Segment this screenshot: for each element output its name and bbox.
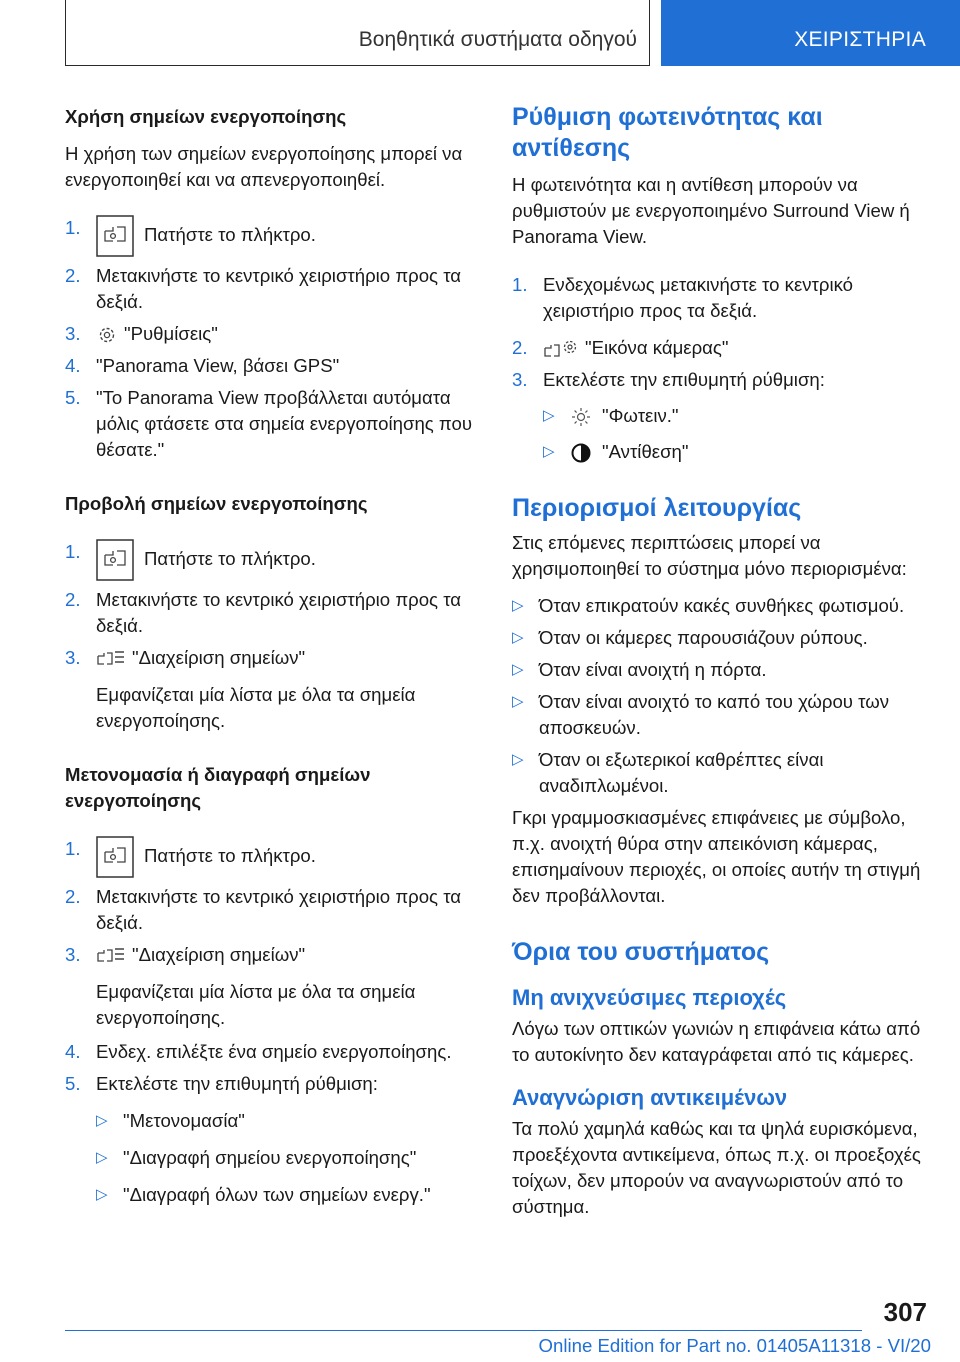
step-number: 2. [512, 337, 528, 358]
limit-text: Όταν οι κάμερες παρουσιάζουν ρύπους. [539, 627, 868, 648]
step-text: Εκτελέστε την επιθυμητή ρύθμιση: [543, 369, 825, 390]
heading-object-detection: Αναγνώριση αντικειμένων [512, 1085, 788, 1110]
contrast-icon [570, 442, 592, 464]
step-text: "Διαχείριση σημείων" [132, 944, 306, 965]
limit-item [512, 689, 927, 741]
paragraph: Η φωτεινότητα και η αντίθεση μπορούν να ρυθμιστούν με ενεργοποιημένο Surround View ή Panorama View. [512, 174, 910, 247]
heading-undetectable-areas: Μη ανιχνεύσιμες περιοχές [512, 985, 787, 1010]
step [65, 353, 477, 379]
heading-brightness-contrast: Ρύθμιση φωτεινότητας και αντίθεσης [512, 103, 823, 162]
camera-button-icon [96, 836, 134, 878]
header-section-tab [65, 0, 650, 66]
step-number: 2. [65, 886, 81, 907]
limit-item [512, 747, 927, 799]
left-column [65, 104, 477, 1208]
step-text: "Εικόνα κάμερας" [585, 337, 729, 358]
bullet-arrow-icon: ▷ [512, 661, 524, 678]
footer-rule [65, 1330, 862, 1331]
bullet-arrow-icon: ▷ [512, 629, 524, 646]
heading-system-limits: Όρια του συστήματος [512, 938, 770, 966]
camera-button-icon [96, 539, 134, 581]
section-title-view-points: Προβολή σημείων ενεργοποίησης [65, 493, 368, 514]
heading-limitations: Περιορισμοί λειτουργίας [512, 494, 802, 522]
section-title-rename-delete: Μετονομασία ή διαγραφή σημείων ενεργοποίησης [65, 764, 371, 811]
bullet-arrow-icon: ▷ [512, 597, 524, 614]
step-number: 1. [512, 274, 528, 295]
option-text: "Μετονομασία" [123, 1110, 245, 1131]
step-note: Εμφανίζεται μία λίστα με όλα τα σημεία ενεργοποίησης. [96, 684, 416, 731]
step-text: Μετακινήστε το κεντρικό χειριστήριο προς τα δεξιά. [96, 886, 462, 933]
step [65, 321, 477, 347]
bullet-arrow-icon: ▷ [512, 693, 524, 710]
option-item [512, 439, 927, 465]
limit-text: Όταν επικρατούν κακές συνθήκες φωτισμού. [539, 595, 905, 616]
limit-item [512, 625, 927, 651]
option-item [65, 1145, 477, 1171]
step-text: "Ρυθμίσεις" [124, 323, 218, 344]
sun-icon [570, 406, 592, 428]
paragraph: Στις επόμενες περιπτώσεις μπορεί να χρησιμοποιηθεί το σύστημα μόνο περιορισμένα: [512, 532, 907, 579]
step-text: Ενδεχομένως μετακινήστε το κεντρικό χειριστήριο προς τα δεξιά. [543, 274, 853, 321]
option-text: "Αντίθεση" [602, 441, 689, 462]
step-text: "Το Panorama View προβάλλεται αυτόματα μόλις φτάσετε στα σημεία ενεργοποίησης που θέσατε." [96, 387, 473, 460]
camera-button-icon [96, 215, 134, 257]
step [512, 335, 927, 361]
gear-icon [96, 324, 118, 346]
limit-item [512, 593, 927, 619]
option-item [65, 1182, 477, 1208]
step-number: 4. [65, 355, 81, 376]
bullet-arrow-icon: ▷ [543, 407, 555, 424]
bullet-arrow-icon: ▷ [512, 751, 524, 768]
header-chapter-title: ΧΕΙΡΙΣΤΗΡΙΑ [794, 28, 926, 51]
step [65, 836, 477, 878]
step-text: Πατήστε το πλήκτρο. [144, 844, 316, 866]
step-text: "Διαχείριση σημείων" [132, 647, 306, 668]
step [512, 272, 927, 324]
option-text: "Φωτειν." [602, 405, 679, 426]
section-title-use-points: Χρήση σημείων ενεργοποίησης [65, 106, 347, 127]
option-text: "Διαγραφή όλων των σημείων ενεργ." [123, 1184, 431, 1205]
paragraph: Η χρήση των σημείων ενεργοποίησης μπορεί να ενεργοποιηθεί και να απενεργοποιηθεί. [65, 143, 463, 190]
limit-text: Όταν οι εξωτερικοί καθρέπτες είναι αναδιπλωμένοι. [539, 749, 824, 796]
step-number: 1. [65, 541, 81, 562]
paragraph: Γκρι γραμμοσκιασμένες επιφάνειες με σύμβολο, π.χ. ανοιχτή θύρα στην απεικόνιση κάμερας, επισημαίνουν περιοχές, οι οποίες αυτήν τη στιγμή δεν προβάλλονται. [512, 807, 921, 906]
limit-text: Όταν είναι ανοιχτή η πόρτα. [539, 659, 767, 680]
camera-list-icon [96, 945, 126, 967]
step [65, 1039, 477, 1065]
step-text: Εκτελέστε την επιθυμητή ρύθμιση: [96, 1073, 378, 1094]
step [65, 884, 477, 936]
bullet-arrow-icon: ▷ [96, 1186, 108, 1203]
step-number: 3. [65, 944, 81, 965]
step [65, 539, 477, 581]
page-number: 307 [883, 1297, 927, 1327]
step [512, 367, 927, 393]
step-number: 5. [65, 387, 81, 408]
step-note: Εμφανίζεται μία λίστα με όλα τα σημεία ενεργοποίησης. [96, 981, 416, 1028]
step [65, 645, 477, 671]
limit-text: Όταν είναι ανοιχτό το καπό του χώρου των αποσκευών. [539, 691, 890, 738]
step-number: 2. [65, 265, 81, 286]
header-chapter-tab [661, 0, 960, 66]
step-number: 5. [65, 1073, 81, 1094]
bullet-arrow-icon: ▷ [543, 443, 555, 460]
page-header [0, 0, 960, 66]
camera-list-icon [96, 648, 126, 670]
step [65, 942, 477, 968]
step-text: Πατήστε το πλήκτρο. [144, 547, 316, 569]
step [65, 263, 477, 315]
bullet-arrow-icon: ▷ [96, 1112, 108, 1129]
option-item [65, 1108, 477, 1134]
step-number: 1. [65, 838, 81, 859]
step-number: 3. [65, 647, 81, 668]
step-number: 1. [65, 217, 81, 238]
camera-gear-icon [543, 338, 579, 360]
step-number: 4. [65, 1041, 81, 1062]
step-text: Ενδεχ. επιλέξτε ένα σημείο ενεργοποίησης. [96, 1041, 452, 1062]
step-text: "Panorama View, βάσει GPS" [96, 355, 340, 376]
paragraph: Λόγω των οπτικών γωνιών η επιφάνεια κάτω από το αυτοκίνητο δεν καταγράφεται από τις κάμερες. [512, 1018, 921, 1065]
step-text: Μετακινήστε το κεντρικό χειριστήριο προς τα δεξιά. [96, 265, 462, 312]
right-column [512, 102, 927, 1220]
limit-item [512, 657, 927, 683]
step-number: 3. [512, 369, 528, 390]
paragraph: Τα πολύ χαμηλά καθώς και τα ψηλά ευρισκόμενα, προεξέχοντα αντικείμενα, όπως π.χ. οι προεξοχές τοίχων, δεν μπορούν να αναγνωριστούν από το σύστημα. [512, 1118, 921, 1217]
footer-edition: Online Edition for Part no. 01405A11318 - VI/20 [538, 1335, 931, 1356]
step [65, 215, 477, 257]
step-number: 2. [65, 589, 81, 610]
step [65, 385, 477, 463]
header-section-title: Βοηθητικά συστήματα οδηγού [358, 28, 637, 51]
step-text: Μετακινήστε το κεντρικό χειριστήριο προς τα δεξιά. [96, 589, 462, 636]
step [65, 1071, 477, 1097]
option-text: "Διαγραφή σημείου ενεργοποίησης" [123, 1147, 417, 1168]
step [65, 587, 477, 639]
bullet-arrow-icon: ▷ [96, 1149, 108, 1166]
option-item [512, 403, 927, 429]
step-text: Πατήστε το πλήκτρο. [144, 223, 316, 245]
step-number: 3. [65, 323, 81, 344]
